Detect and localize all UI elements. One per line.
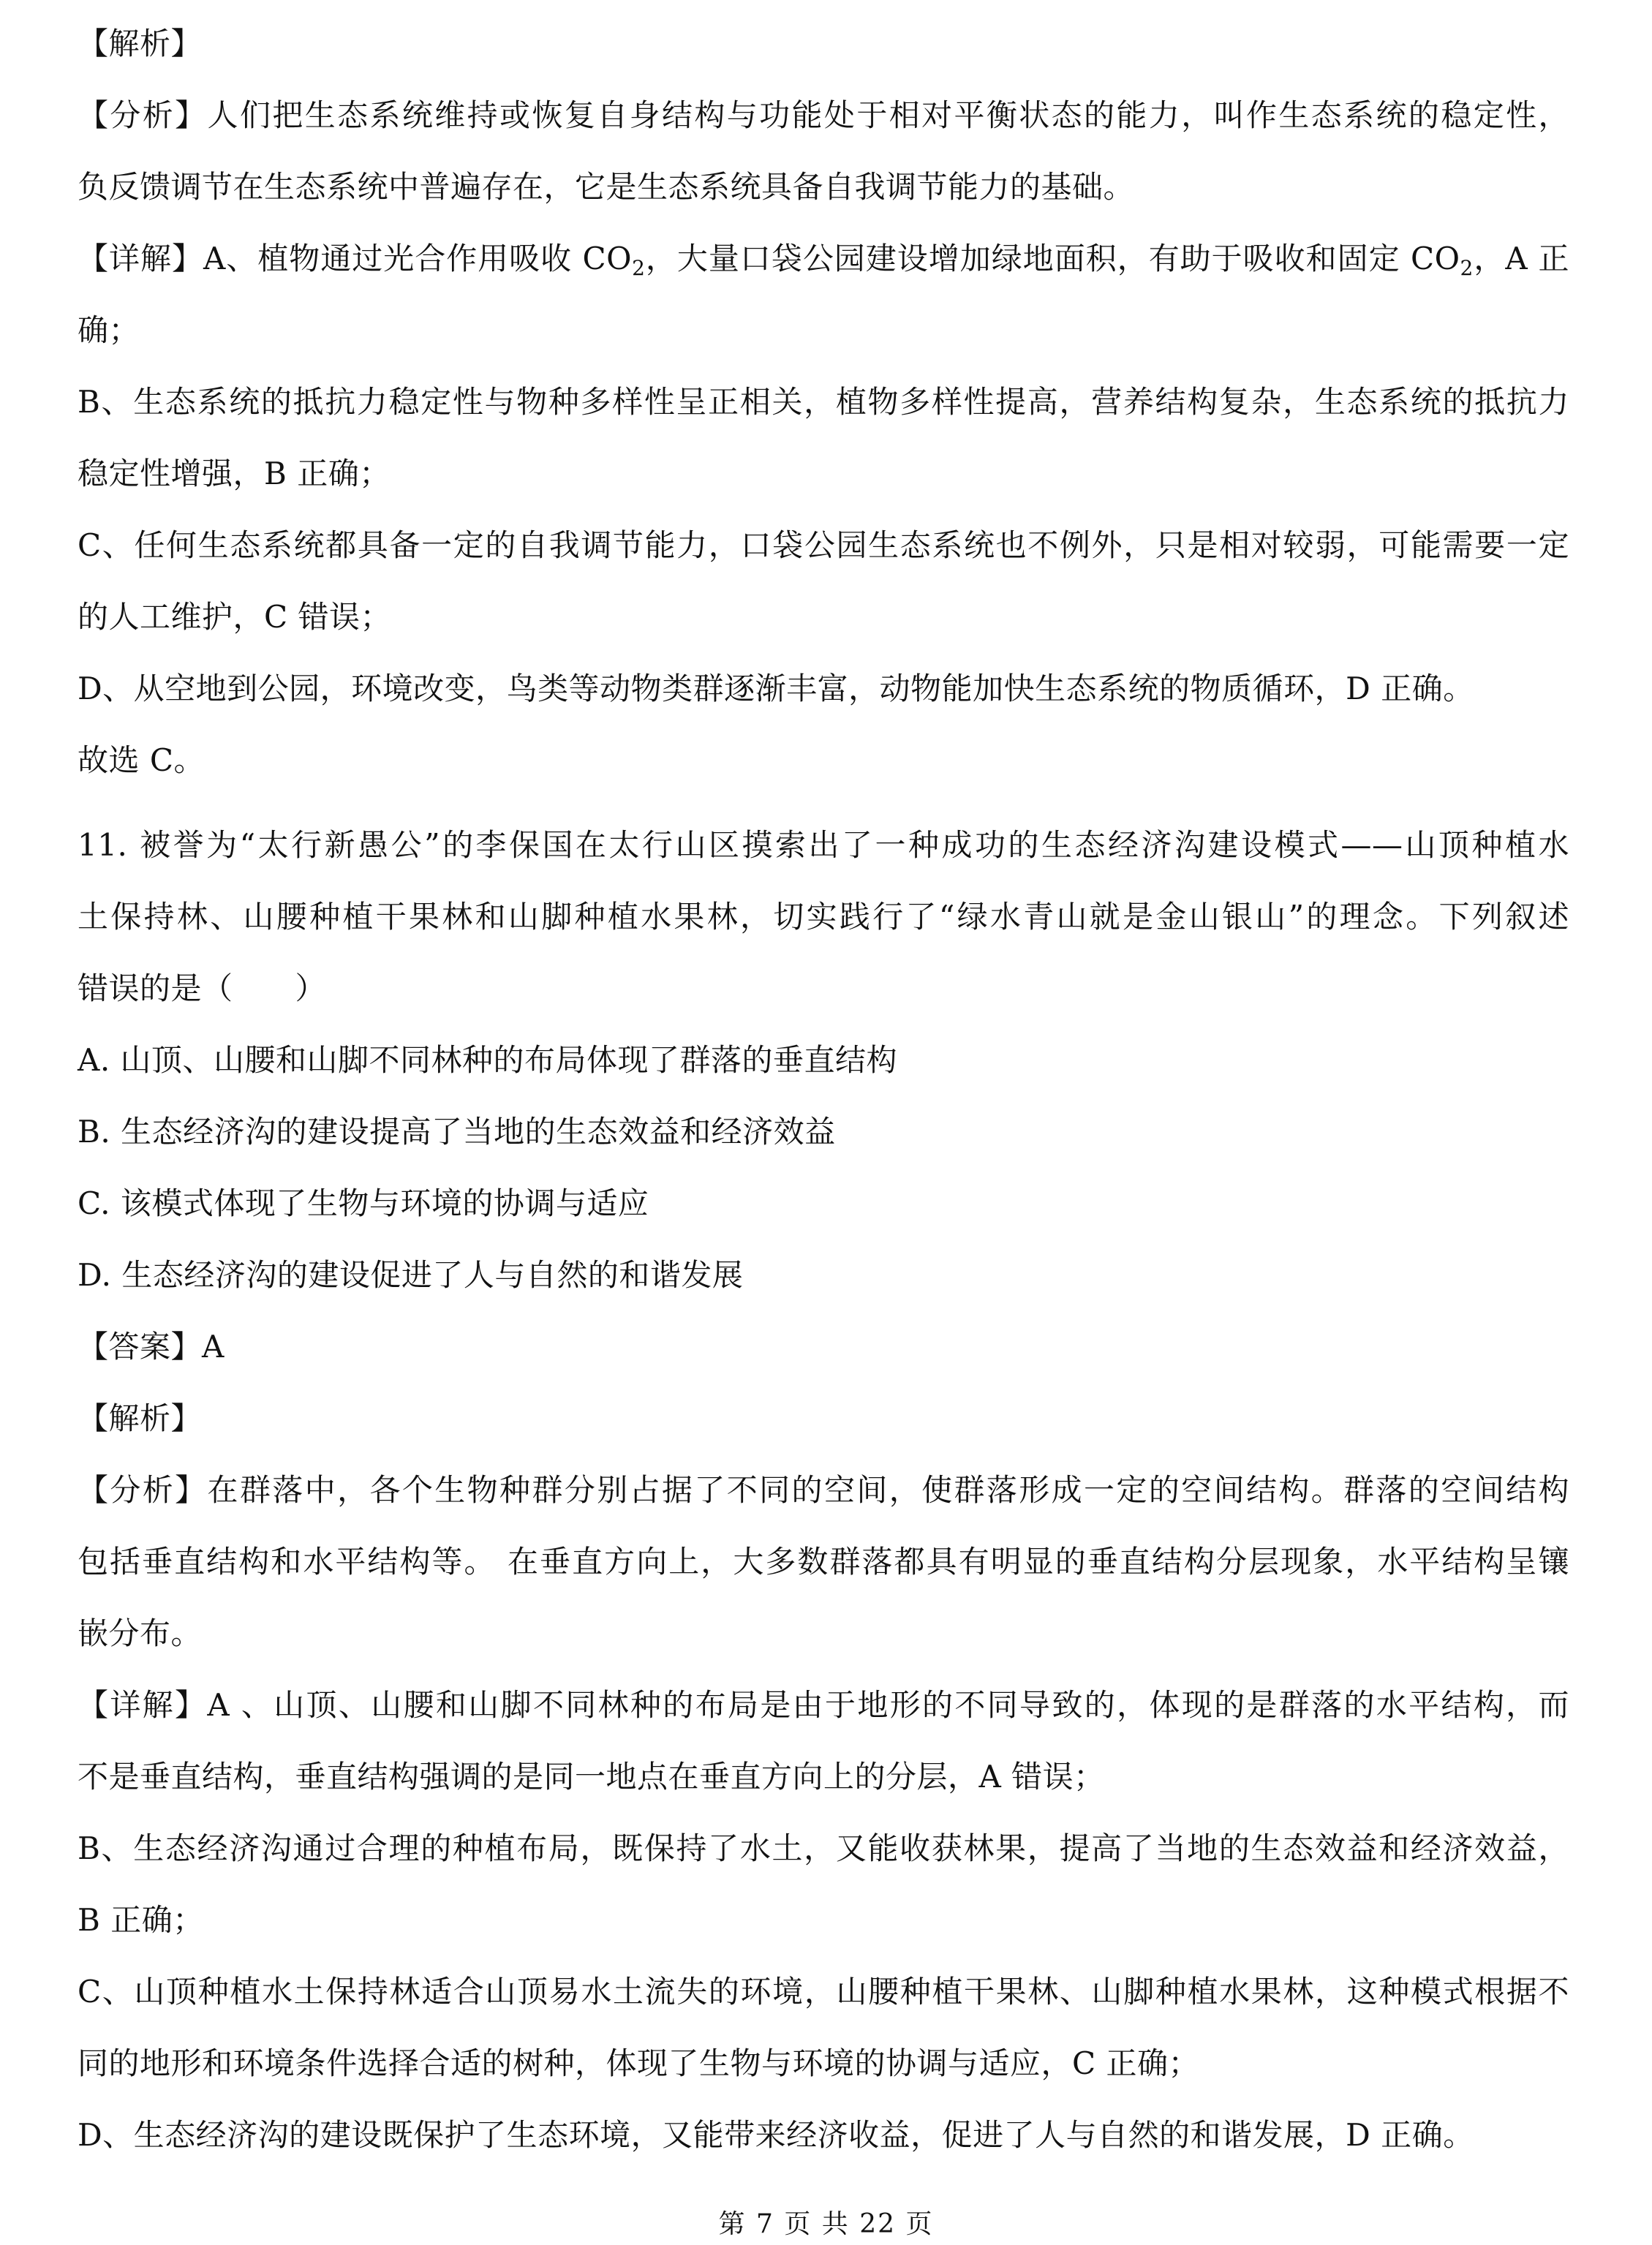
detail-text: 稳定性增强，B 正确；	[78, 456, 391, 491]
question-stem: 11. 被誉为“太行新愚公”的李保国在太行山区摸索出了一种成功的生态经济沟建设模式——山顶种植水	[78, 827, 1569, 863]
detail-text: B、生态系统的抵抗力稳定性与物种多样性呈正相关，植物多样性提高，营养结构复杂，生态系统的抵抗力	[78, 384, 1569, 420]
option-c: C. 该模式体现了生物与环境的协调与适应	[78, 1185, 649, 1221]
detail-text: C、任何生态系统都具备一定的自我调节能力，口袋公园生态系统也不例外，只是相对较弱，可能需要一定	[78, 527, 1569, 563]
subscript: 2	[632, 256, 646, 280]
detail-text: 【详解】A 、山顶、山腰和山脚不同林种的布局是由于地形的不同导致的，体现的是群落的水平结构，而	[78, 1687, 1569, 1723]
text-segment: 【详解】A、植物通过光合作用吸收 CO	[78, 241, 633, 276]
detail-text: 不是垂直结构，垂直结构强调的是同一地点在垂直方向上的分层，A 错误；	[78, 1759, 1105, 1795]
analysis-text: 嵌分布。	[78, 1615, 203, 1651]
detail-text: D、从空地到公园，环境改变，鸟类等动物类群逐渐丰富，动物能加快生态系统的物质循环，D 正确。	[78, 671, 1474, 706]
option-d: D. 生态经济沟的建设促进了人与自然的和谐发展	[78, 1257, 744, 1293]
detail-text: B、生态经济沟通过合理的种植布局，既保持了水土，又能收获林果，提高了当地的生态效益和经济效益，	[78, 1830, 1569, 1866]
text-segment: ，大量口袋公园建设增加绿地面积，有助于吸收和固定 CO	[645, 241, 1460, 276]
analysis-text: 【分析】人们把生态系统维持或恢复自身结构与功能处于相对平衡状态的能力，叫作生态系统的稳定性，	[78, 97, 1569, 133]
detail-text: C、山顶种植水土保持林适合山顶易水土流失的环境，山腰种植干果林、山脚种植水果林，这种模式根据不	[78, 1974, 1569, 2010]
detail-text: 同的地形和环境条件选择合适的树种，体现了生物与环境的协调与适应，C 正确；	[78, 2045, 1199, 2081]
section-label-analysis: 【解析】	[78, 26, 203, 61]
section-label-analysis: 【解析】	[78, 1400, 203, 1436]
page-number-footer: 第 7 页 共 22 页	[718, 2209, 934, 2239]
subscript: 2	[1460, 256, 1474, 280]
answer-line: 【答案】A	[78, 1329, 225, 1365]
text-segment: ，A 正	[1473, 241, 1569, 276]
question-stem: 土保持林、山腰种植干果林和山脚种植水果林，切实践行了“绿水青山就是金山银山”的理念。下列叙述	[78, 899, 1569, 935]
detail-text	[78, 237, 1569, 281]
option-a: A. 山顶、山腰和山脚不同林种的布局体现了群落的垂直结构	[78, 1042, 898, 1078]
conclusion-text: 故选 C。	[78, 742, 205, 778]
analysis-text: 负反馈调节在生态系统中普遍存在，它是生态系统具备自我调节能力的基础。	[78, 169, 1135, 205]
analysis-text: 包括垂直结构和水平结构等。 在垂直方向上，大多数群落都具有明显的垂直结构分层现象，水平结构呈镶	[78, 1544, 1569, 1580]
analysis-text: 【分析】在群落中，各个生物种群分别占据了不同的空间，使群落形成一定的空间结构。群落的空间结构	[78, 1472, 1569, 1508]
question-stem: 错误的是（ ）	[78, 970, 327, 1006]
detail-text: 确；	[78, 312, 140, 348]
option-b: B. 生态经济沟的建设提高了当地的生态效益和经济效益	[78, 1114, 836, 1150]
detail-text: B 正确；	[78, 1902, 204, 1938]
detail-text: 的人工维护，C 错误；	[78, 599, 391, 635]
detail-text: D、生态经济沟的建设既保护了生态环境，又能带来经济收益，促进了人与自然的和谐发展，D 正确。	[78, 2117, 1474, 2153]
